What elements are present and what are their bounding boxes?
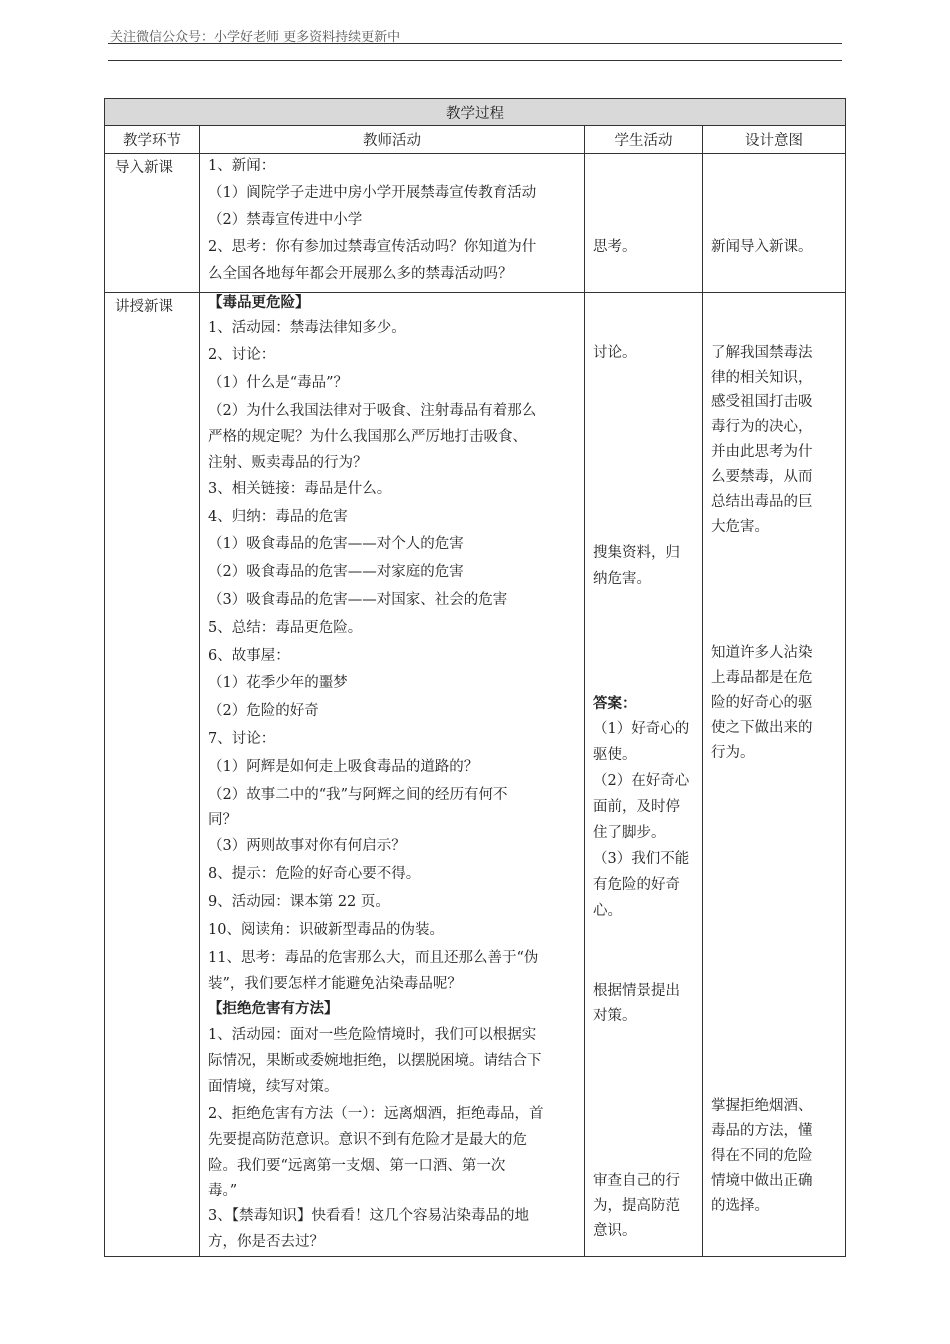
- intent-line: 么要禁毒，从而: [711, 469, 813, 485]
- teacher-line: （1）阿辉是如何走上吸食毒品的道路的？: [208, 759, 479, 775]
- teacher-line: 际情况，果断或委婉地拒绝，以摆脱困境。请结合下: [208, 1053, 542, 1069]
- teacher-line: 1、活动园：面对一些危险情境时，我们可以根据实: [208, 1027, 537, 1043]
- teacher-line: 先要提高防范意识。意识不到有危险才是最大的危: [208, 1132, 527, 1148]
- intent-line: 行为。: [711, 745, 755, 761]
- student-line: （3）我们不能: [593, 851, 690, 867]
- teacher-line: 3、【禁毒知识】快看看！这几个容易沾染毒品的地: [208, 1208, 529, 1224]
- intent-line: 毒行为的决心，: [711, 419, 813, 435]
- page-header: 关注微信公众号：小学好老师 更多资料持续更新中: [110, 30, 401, 45]
- teacher-line: 险。我们要“远离第一支烟、第一口酒、第一次: [208, 1158, 506, 1174]
- student-line: 思考。: [593, 239, 637, 255]
- answer-label: 答案：: [593, 695, 637, 712]
- student-line: 讨论。: [593, 345, 637, 361]
- stage-cell: 讲授新课: [105, 293, 200, 1257]
- design-intent-cell: [703, 154, 846, 293]
- student-line: 纳危害。: [593, 571, 651, 587]
- student-line: 心。: [593, 903, 622, 919]
- teacher-line: （2）吸食毒品的危害——对家庭的危害: [208, 564, 464, 580]
- student-line: 有危险的好奇: [593, 877, 680, 893]
- teacher-line: 严格的规定呢？为什么我国那么严厉地打击吸食、: [208, 429, 527, 445]
- teacher-line: （3）吸食毒品的危害——对国家、社会的危害: [208, 592, 508, 608]
- column-header-student: 学生活动: [585, 126, 703, 154]
- teacher-line: 毒。”: [208, 1183, 238, 1199]
- teacher-line: 11、思考：毒品的危害那么大，而且还那么善于“伪: [208, 950, 539, 966]
- teacher-line: 么全国各地每年都会开展那么多的禁毒活动吗？: [208, 266, 513, 282]
- teacher-line: 10、阅读角：识破新型毒品的伪装。: [208, 922, 444, 938]
- column-header-stage: 教学环节: [105, 126, 200, 154]
- student-line: 根据情景提出: [593, 983, 680, 999]
- teacher-line: （2）禁毒宣传进中小学: [208, 212, 363, 228]
- teacher-line: （1）阆院学子走进中房小学开展禁毒宣传教育活动: [208, 185, 537, 201]
- student-line: 面前，及时停: [593, 799, 680, 815]
- teacher-line: 2、思考：你有参加过禁毒宣传活动吗？你知道为什: [208, 239, 537, 255]
- teacher-line: 2、讨论：: [208, 347, 276, 363]
- table-row: [105, 154, 846, 293]
- student-line: 为，提高防范: [593, 1198, 680, 1214]
- student-line: 对策。: [593, 1008, 637, 1024]
- intent-line: 险的好奇心的驱: [711, 695, 813, 711]
- student-line: （2）在好奇心: [593, 773, 690, 789]
- teacher-line: 1、活动园：禁毒法律知多少。: [208, 320, 406, 336]
- intent-line: 大危害。: [711, 519, 769, 535]
- intent-line: 毒品的方法，懂: [711, 1123, 813, 1139]
- student-line: 意识。: [593, 1223, 637, 1239]
- teacher-line: 5、总结：毒品更危险。: [208, 620, 363, 636]
- intent-line: 情境中做出正确: [711, 1173, 813, 1189]
- intent-line: 总结出毒品的巨: [711, 494, 813, 510]
- intent-line: 得在不同的危险: [711, 1148, 813, 1164]
- stage-cell: 导入新课: [105, 154, 200, 293]
- teacher-activity-cell: [200, 154, 585, 293]
- table-caption: 教学过程: [105, 99, 846, 126]
- column-header-teacher: 教师活动: [200, 126, 585, 154]
- student-line: 住了脚步。: [593, 825, 666, 841]
- intent-line: 感受祖国打击吸: [711, 394, 813, 410]
- header-rule-top: [108, 43, 842, 44]
- section-heading: 【拒绝危害有方法】: [208, 1000, 339, 1017]
- student-activity-cell: [585, 154, 703, 293]
- teacher-line: 9、活动园：课本第 22 页。: [208, 894, 390, 910]
- intent-line: 上毒品都是在危: [711, 670, 813, 686]
- intent-line: 掌握拒绝烟酒、: [711, 1098, 813, 1114]
- teacher-line: （2）故事二中的“我”与阿辉之间的经历有何不: [208, 787, 508, 803]
- teacher-line: （1）花季少年的噩梦: [208, 675, 348, 691]
- intent-line: 并由此思考为什: [711, 444, 813, 460]
- header-rule-bottom: [108, 60, 842, 61]
- teacher-line: 面情境，续写对策。: [208, 1079, 339, 1095]
- teacher-line: 4、归纳：毒品的危害: [208, 509, 348, 525]
- teacher-line: 2、拒绝危害有方法（一）：远离烟酒，拒绝毒品，首: [208, 1106, 544, 1122]
- teacher-line: （3）两则故事对你有何启示？: [208, 838, 406, 854]
- student-line: （1）好奇心的: [593, 721, 690, 737]
- student-line: 驱使。: [593, 747, 637, 763]
- intent-line: 使之下做出来的: [711, 720, 813, 736]
- student-line: 搜集资料，归: [593, 545, 680, 561]
- teacher-line: （2）为什么我国法律对于吸食、注射毒品有着那么: [208, 403, 537, 419]
- intent-line: 知道许多人沾染: [711, 645, 813, 661]
- column-header-intent: 设计意图: [703, 126, 846, 154]
- teaching-process-table: [104, 98, 846, 1257]
- table-row: [105, 293, 846, 1257]
- teacher-activity-cell: [200, 293, 585, 1257]
- intent-line: 律的相关知识，: [711, 370, 813, 386]
- student-activity-cell: [585, 293, 703, 1257]
- teacher-line: 7、讨论：: [208, 731, 276, 747]
- teacher-line: 方，你是否去过？: [208, 1234, 324, 1250]
- teacher-line: 1、新闻：: [208, 158, 276, 174]
- teacher-line: 6、故事屋：: [208, 648, 290, 664]
- student-line: 审查自己的行: [593, 1173, 680, 1189]
- teacher-line: （1）什么是“毒品”？: [208, 375, 349, 391]
- teacher-line: 注射、贩卖毒品的行为？: [208, 455, 368, 471]
- teacher-line: 同？: [208, 812, 237, 828]
- intent-line: 的选择。: [711, 1198, 769, 1214]
- teacher-line: （2）危险的好奇: [208, 703, 319, 719]
- design-intent-cell: [703, 293, 846, 1257]
- intent-line: 新闻导入新课。: [711, 239, 813, 255]
- section-heading: 【毒品更危险】: [208, 294, 310, 311]
- teacher-line: 3、相关链接：毒品是什么。: [208, 481, 392, 497]
- teacher-line: （1）吸食毒品的危害——对个人的危害: [208, 536, 464, 552]
- teacher-line: 8、提示：危险的好奇心要不得。: [208, 866, 421, 882]
- teacher-line: 装”，我们要怎样才能避免沾染毒品呢？: [208, 976, 462, 992]
- intent-line: 了解我国禁毒法: [711, 345, 813, 361]
